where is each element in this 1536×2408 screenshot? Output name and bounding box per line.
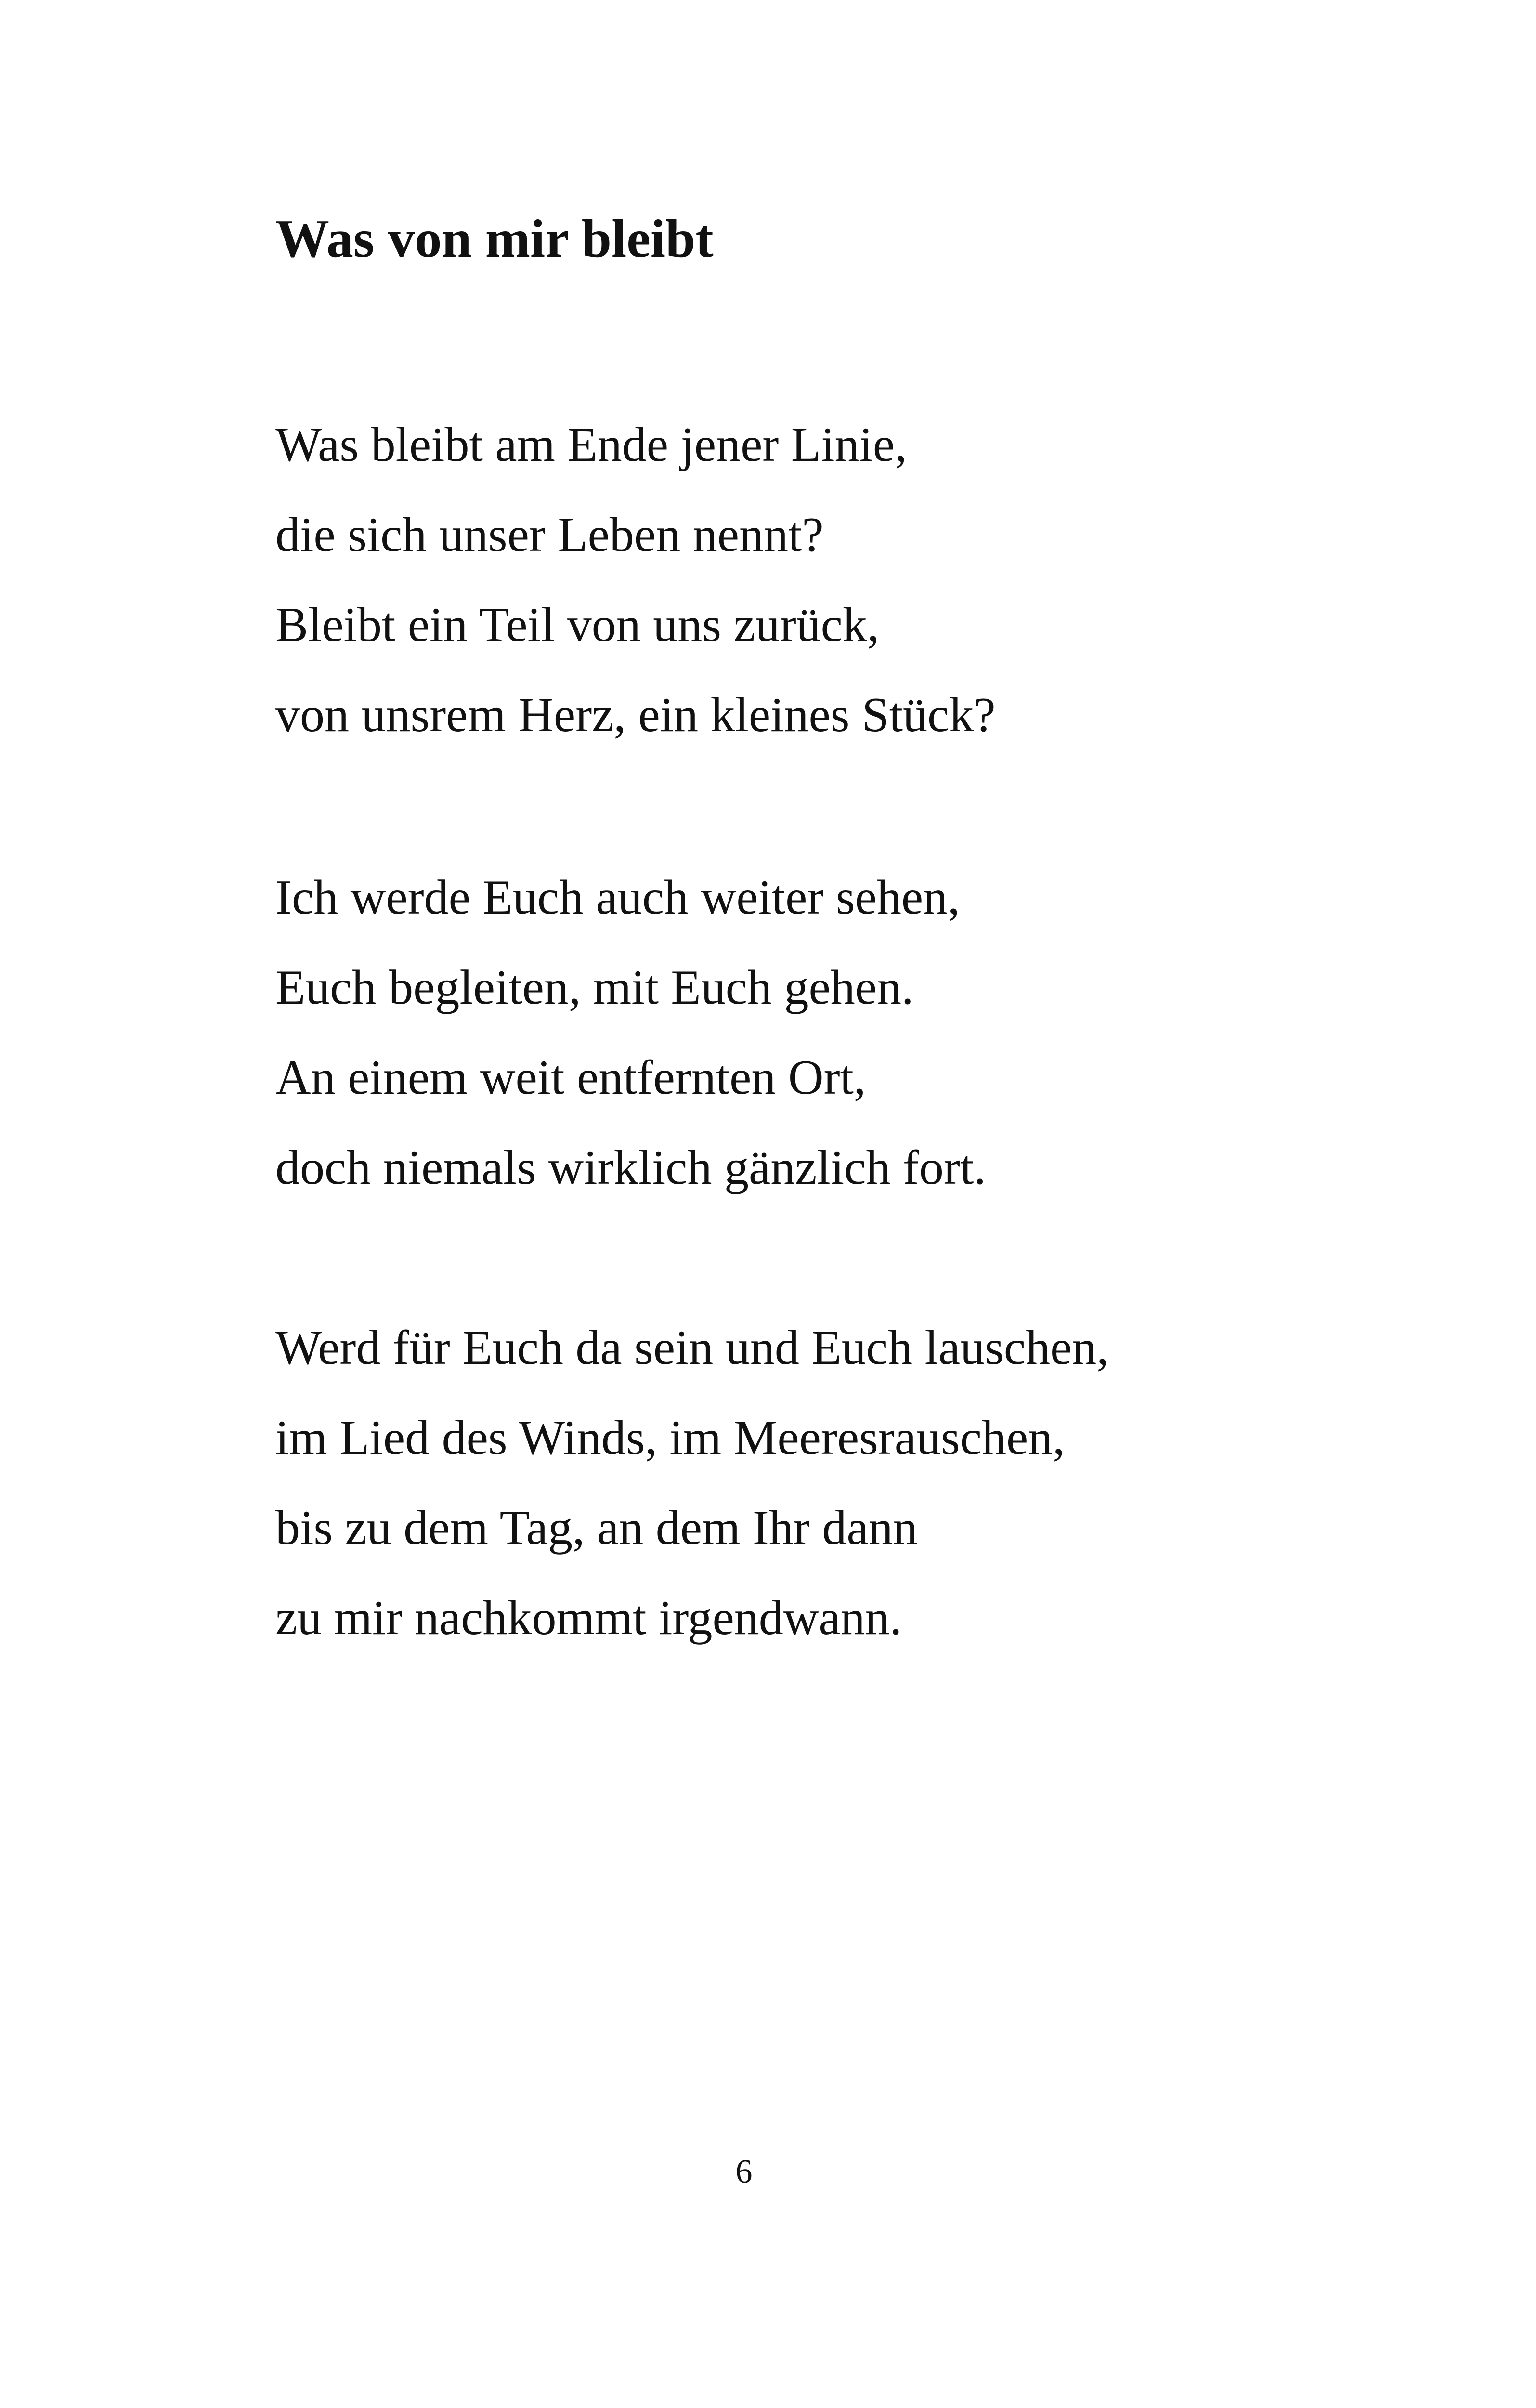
poem-line: An einem weit entfernten Ort,	[275, 1050, 866, 1105]
poem-line: Bleibt ein Teil von uns zurück,	[275, 598, 880, 652]
poem-line: Was bleibt am Ende jener Linie,	[275, 418, 907, 472]
poem-line: Werd für Euch da sein und Euch lauschen,	[275, 1321, 1109, 1375]
poem-line: Ich werde Euch auch weiter sehen,	[275, 870, 960, 925]
stanza-2	[275, 852, 986, 1213]
poem-line: doch niemals wirklich gänzlich fort.	[275, 1140, 986, 1195]
poem-line: im Lied des Winds, im Meeresrauschen,	[275, 1411, 1065, 1465]
stanza-1	[275, 400, 996, 760]
poem-line: bis zu dem Tag, an dem Ihr dann	[275, 1501, 918, 1555]
poem-line: die sich unser Leben nennt?	[275, 508, 824, 562]
poem-title: Was von mir bleibt	[275, 209, 714, 269]
poem-line: Euch begleiten, mit Euch gehen.	[275, 960, 914, 1015]
page-number: 6	[735, 2153, 753, 2190]
stanza-3	[275, 1303, 1109, 1663]
poem-line: zu mir nachkommt irgendwann.	[275, 1591, 902, 1645]
poem-line: von unsrem Herz, ein kleines Stück?	[275, 688, 996, 742]
